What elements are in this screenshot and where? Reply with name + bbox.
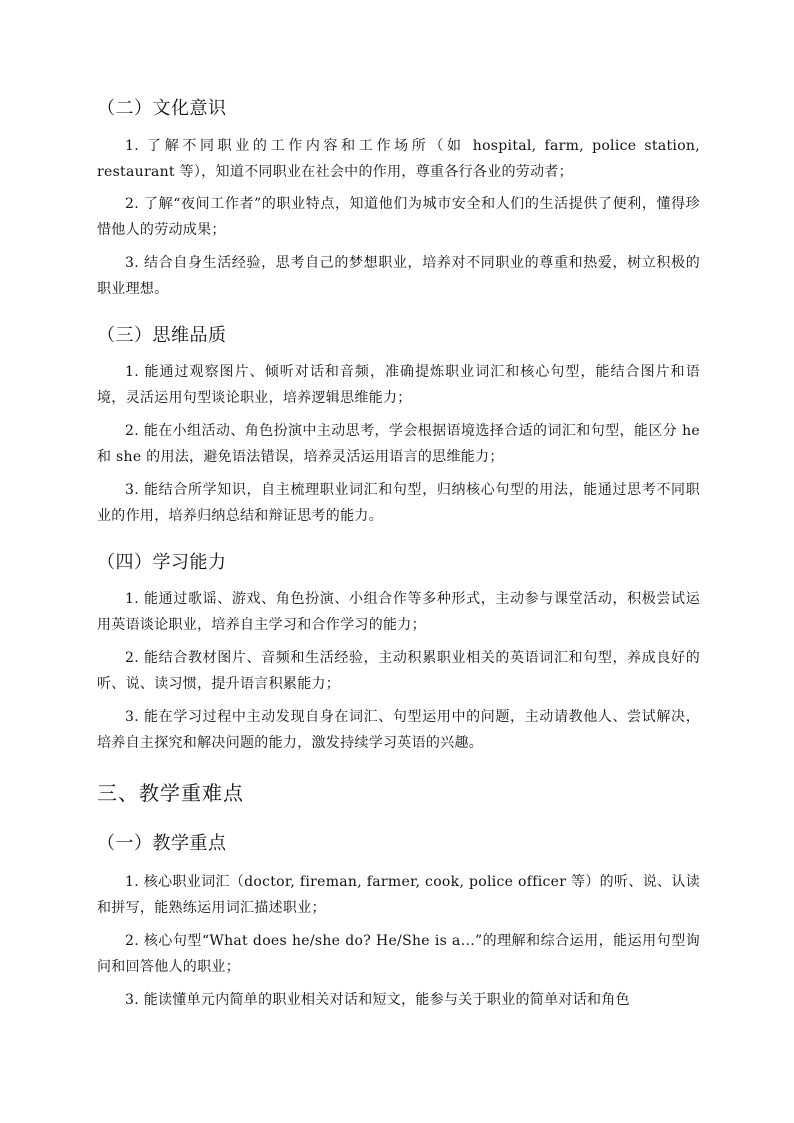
section-heading-difficulties: 三、教学重难点 [97,781,244,805]
key-point-item-1: 1. 核心职业词汇（doctor, fireman, farmer, cook, police officer 等）的听、说、认读和拼写，能熟练运用词汇描述职业； [97,874,700,916]
section-heading-culture: （二）文化意识 [97,98,227,119]
culture-item-3: 3. 结合自身生活经验，思考自己的梦想职业，培养对不同职业的尊重和热爱，树立积极的职业理想。 [97,255,700,297]
thinking-item-3: 3. 能结合所学知识，自主梳理职业词汇和句型，归纳核心句型的用法，能通过思考不同职业的作用，培养归纳总结和辩证思考的能力。 [97,482,700,524]
thinking-item-1: 1. 能通过观察图片、倾听对话和音频，准确提炼职业词汇和核心句型，能结合图片和语境，灵活运用句型谈论职业，培养逻辑思维能力； [97,364,700,406]
section-heading-key-points: （一）教学重点 [97,833,227,854]
section-heading-thinking: （三）思维品质 [97,325,227,346]
learning-item-1: 1. 能通过歌谣、游戏、角色扮演、小组合作等多种形式，主动参与课堂活动，积极尝试运用英语谈论职业，培养自主学习和合作学习的能力； [97,591,700,633]
key-point-item-3: 3. 能读懂单元内简单的职业相关对话和短文，能参与关于职业的简单对话和角色 [125,992,630,1008]
section-heading-learning: （四）学习能力 [97,552,227,573]
key-point-item-2: 2. 核心句型“What does he/she do? He/She is a...”的理解和综合运用，能运用句型询问和回答他人的职业； [97,933,700,975]
culture-item-2: 2. 了解“夜间工作者”的职业特点，知道他们为城市安全和人们的生活提供了便利，懂得珍惜他人的劳动成果； [97,196,700,238]
culture-item-1: 1. 了解不同职业的工作内容和工作场所（如 hospital, farm, police station, restaurant 等），知道不同职业在社会中的作用，尊重各行各业的劳动者； [97,138,700,180]
learning-item-2: 2. 能结合教材图片、音频和生活经验，主动积累职业相关的英语词汇和句型，养成良好的听、说、读习惯，提升语言积累能力； [97,650,700,692]
thinking-item-2: 2. 能在小组活动、角色扮演中主动思考，学会根据语境选择合适的词汇和句型，能区分 he 和 she 的用法，避免语法错误，培养灵活运用语言的思维能力； [97,423,700,465]
learning-item-3: 3. 能在学习过程中主动发现自身在词汇、句型运用中的问题，主动请教他人、尝试解决，培养自主探究和解决问题的能力，激发持续学习英语的兴趣。 [97,709,700,751]
